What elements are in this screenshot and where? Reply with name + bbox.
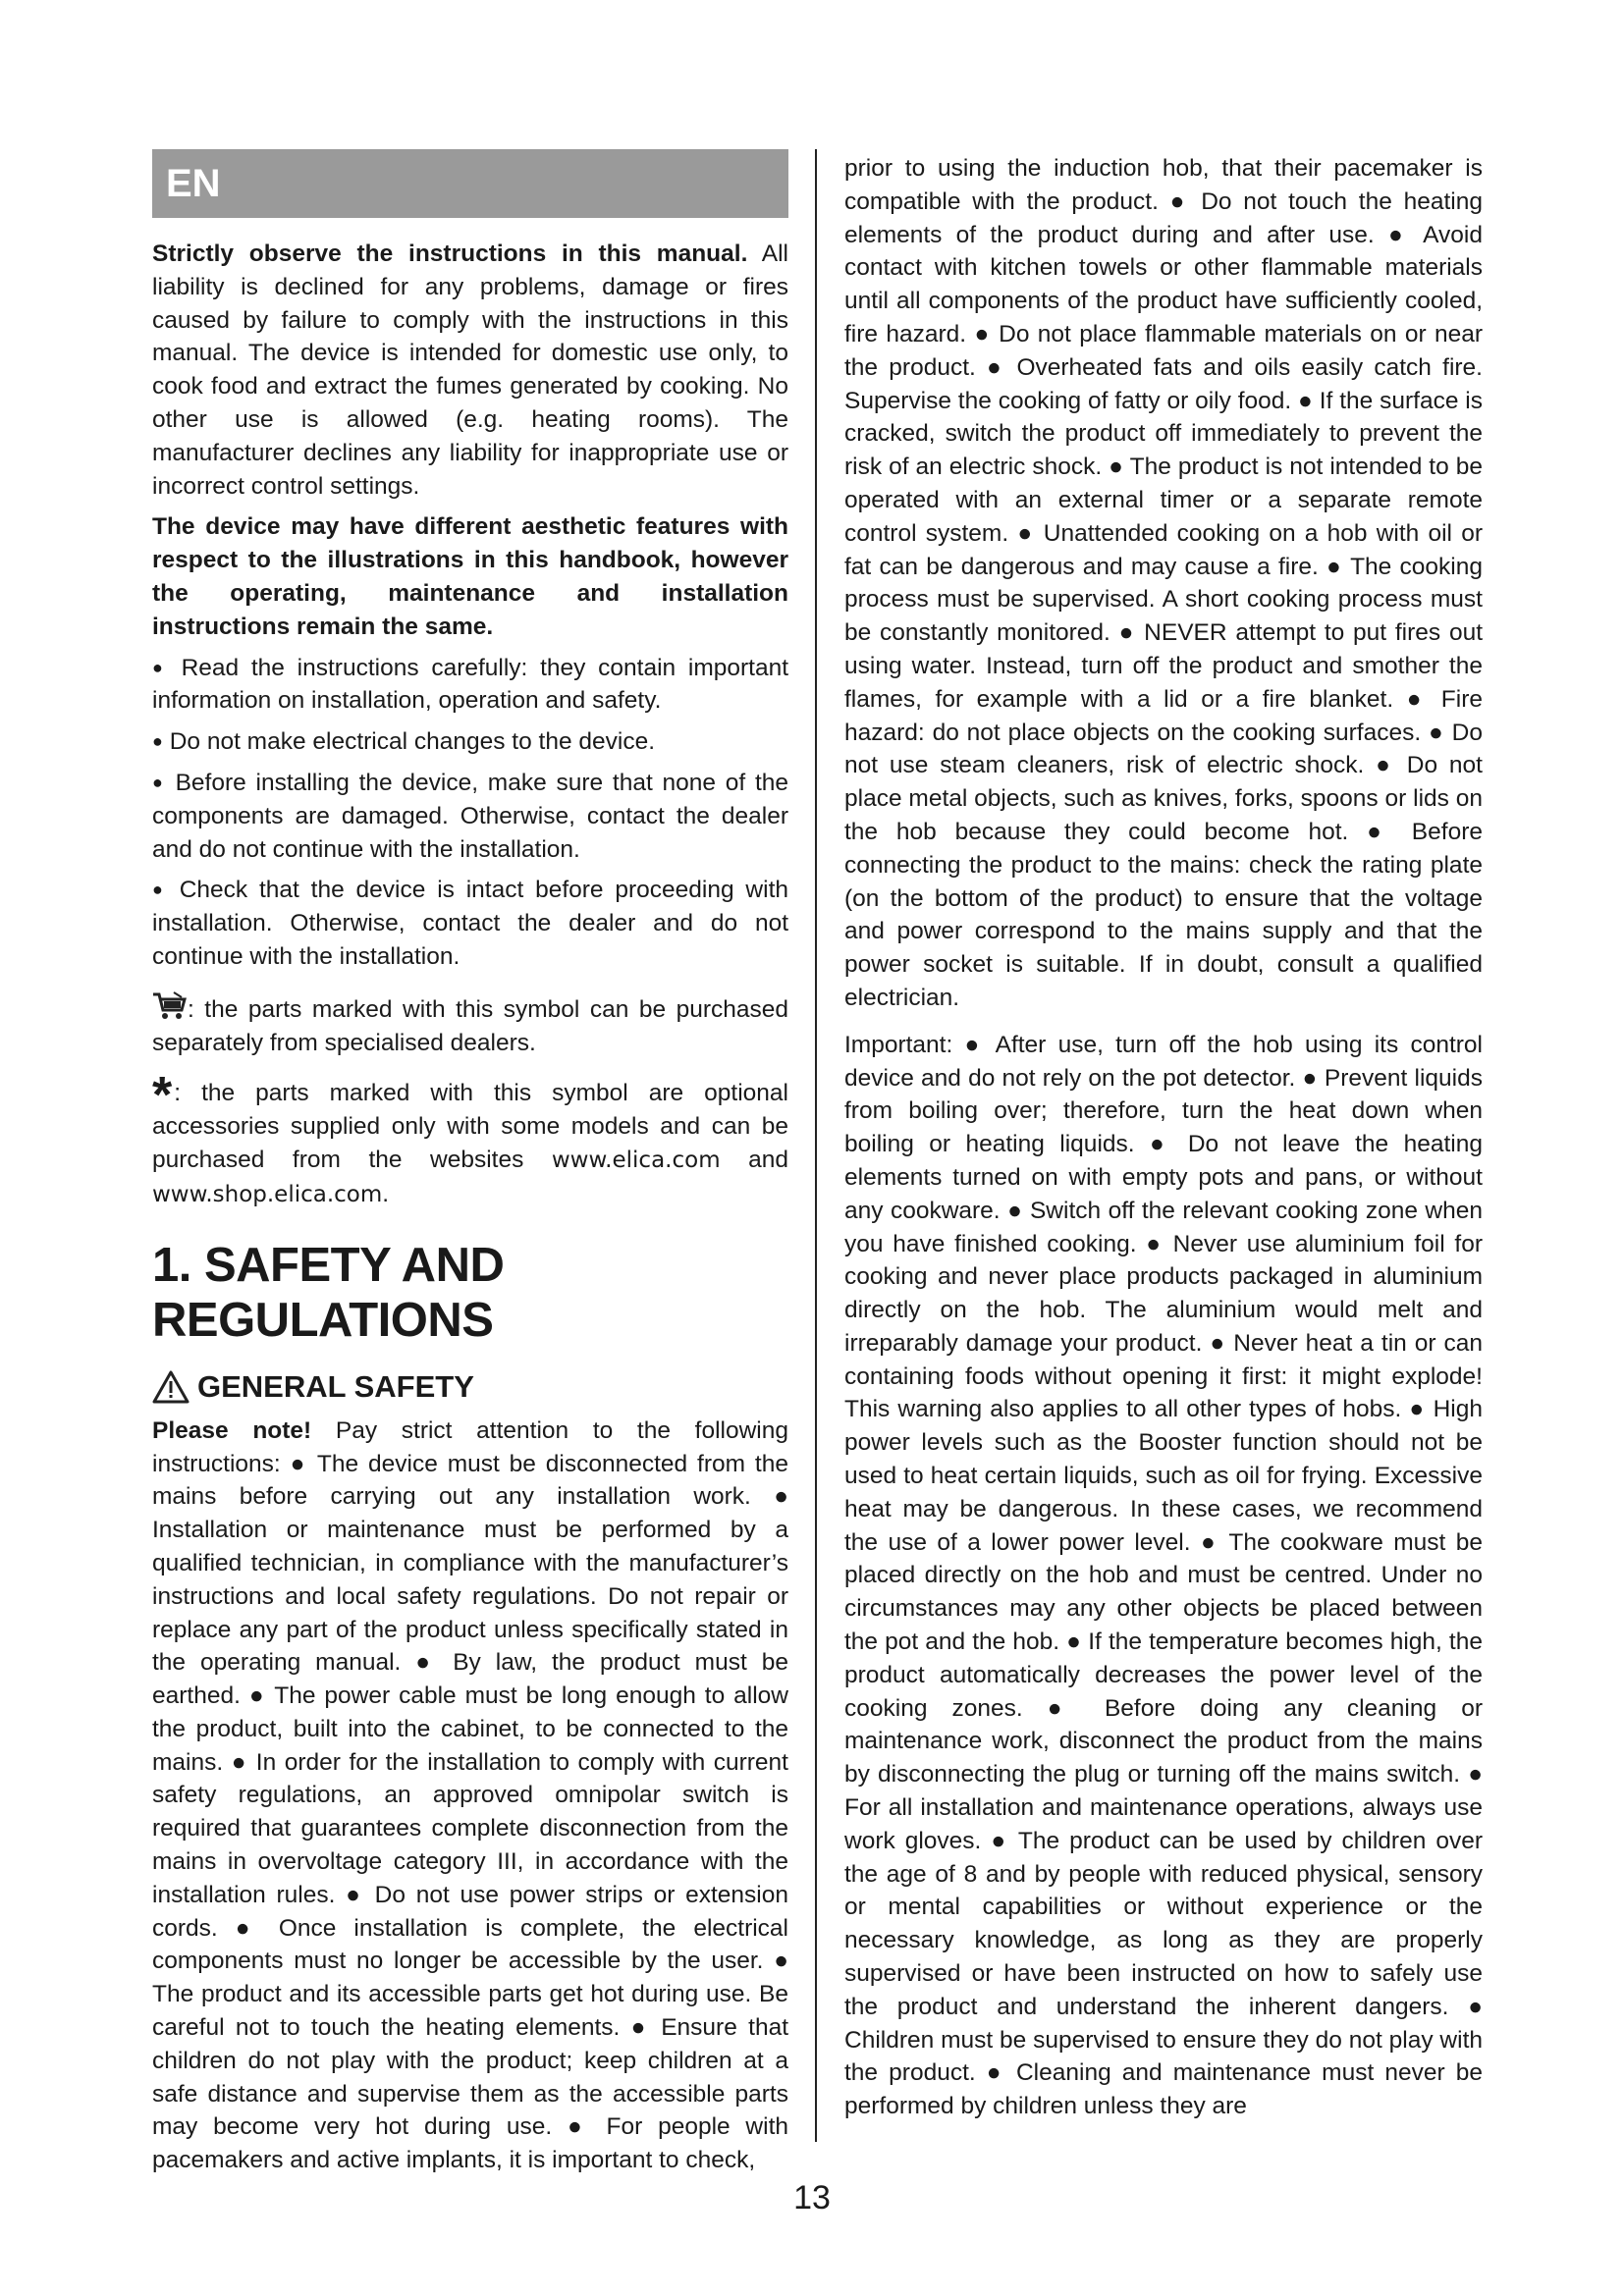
elica-link[interactable]: www.elica.com <box>551 1148 721 1174</box>
general-safety-text: Please note! Pay strict attention to the following instructions: ● The device must be disconnected from the mains before carrying out any installation work. ● Installation or maintenance must be performed by a qualified technician, in compliance with the manufacturer’s instructions and local safety regulations. Do not repair or replace any part of the product unless specifically stated in the operating manual. ● By law, the product must be earthed. ● The power cable must be long enough to allow the product, built into the cabinet, to be connected to the mains. ● In order for the installation to comply with current safety regulations, an approved omnipolar switch is required that guarantees complete disconnection from the mains in overvoltage category III, in accordance with the installation rules. ● Do not use power strips or extension cords. ● Once installation is complete, the electrical components must no longer be accessible by the user. ● The product and its accessible parts get hot during use. Be careful not to touch the heating elements. ● Ensure that children do not play with the product; keep children at a safe distance and supervise them as the accessible parts may become very hot during use. ● For people with pacemakers and active implants, it is important to check, <box>152 1416 788 2174</box>
bullet-item: ● Before installing the device, make sure that none of the components are damaged. Otherwise, contact the dealer and do not continue with the installation. <box>152 769 789 863</box>
column-divider <box>815 149 817 2142</box>
subsection-title: GENERAL SAFETY <box>152 1369 788 1405</box>
bullet-dot-icon: ● <box>152 657 169 677</box>
intro-text: All liability is declined for any problems, damage or fires caused by failure to comply with the instructions in this manual. The device is intended for domestic use only, to cook food and extract the fumes generated by cooking. No other use is allowed (e.g. heating rooms). The manufacturer declines any liability for inappropriate use or incorrect control settings. <box>152 240 788 500</box>
right-column <box>844 152 1483 2123</box>
safety-continued-paragraph: prior to using the induction hob, that their pacemaker is compatible with the product. ● Do not touch the heating elements of the product during and after use. ● Avoid contact with kitchen towels or other flammable materials until all components of the product have sufficiently cooled, fire hazard. ● Do not place flammable materials on or near the product. ● Overheated fats and oils easily catch fire. Supervise the cooking of fatty or oily food. ● If the surface is cracked, switch the product off immediately to prevent the risk of an electric shock. ● The product is not intended to be operated with an external timer or a separate remote control system. ● Unattended cooking on a hob with oil or fat can be dangerous and may cause a fire. ● The cooking process must be supervised. A short cooking process must be constantly monitored. ● NEVER attempt to put fires out using water. Instead, turn off the product and smother the flames, for example with a lid or a fire blanket. ● Fire hazard: do not place objects on the cooking surfaces. ● Do not use steam cleaners, risk of electric shock. ● Do not place metal objects, such as knives, forks, spoons or lids on the hob because they could become hot. ● Before connecting the product to the mains: check the rating plate (on the bottom of the product) to ensure that the voltage and power correspond to the mains supply and that the power socket is suitable. If in doubt, consult a qualified electrician. <box>844 155 1483 1011</box>
intro-paragraph <box>152 238 788 503</box>
language-header: EN <box>152 149 788 218</box>
section-title: 1. SAFETY AND REGULATIONS <box>152 1238 505 1347</box>
bullet-dot-icon: ● <box>152 772 166 792</box>
cart-symbol-note: : the parts marked with this symbol can be purchased separately from specialised dealers. <box>152 991 788 1060</box>
bullet-dot-icon: ● <box>152 731 163 752</box>
star-symbol-note: *: the parts marked with this symbol are optional accessories supplied only with some models and can be purchased from the websites www.elica.com and www.shop.elica.com. <box>152 1067 788 1207</box>
warning-triangle-icon <box>152 1370 189 1404</box>
aesthetic-note: The device may have different aesthetic features with respect to the illustrations in this handbook, however the operating, maintenance and installation instructions remain the same. <box>152 513 788 640</box>
bullet-item: ● Read the instructions carefully: they contain important information on installation, operation and safety. <box>152 654 789 715</box>
left-column <box>152 149 788 2177</box>
shop-elica-link[interactable]: www.shop.elica.com <box>152 1181 383 1207</box>
bullet-dot-icon: ● <box>152 880 168 900</box>
intro-bold: Strictly observe the instructions in this manual. <box>152 240 748 267</box>
note-bold: Please note! <box>152 1416 312 1444</box>
shopping-cart-icon <box>152 991 188 1021</box>
important-paragraph: Important: ● After use, turn off the hob using its control device and do not rely on the pot detector. ● Prevent liquids from boiling over; therefore, turn the heat down when boiling or heating liquids. ● Do not leave the heating elements turned on with empty pots and pans, or without any cookware. ● Switch off the relevant cooking zone when you have finished cooking. ● Never use aluminium foil for cooking and never place products packaged in aluminium directly on the hob. The aluminium would melt and irreparably damage your product. ● Never heat a tin or can containing foods without opening it first: it might explode! This warning also applies to all other types of hobs. ● High power levels such as the Booster function should not be used to heat certain liquids, such as oil for frying. Excessive heat may be dangerous. In these cases, we recommend the use of a lower power level. ● The cookware must be placed directly on the hob and must be centred. Under no circumstances may any other objects be placed between the pot and the hob. ● If the temperature becomes high, the product automatically decreases the power level of the cooking zones. ● Before doing any cleaning or maintenance work, disconnect the product from the mains by disconnecting the plug or turning off the mains switch. ● For all installation and maintenance operations, always use work gloves. ● The product can be used by children over the age of 8 and by people with reduced physical, sensory or mental capabilities or without experience or the necessary knowledge, as long as they are properly supervised or have been instructed on how to safely use the product and understand the inherent dangers. ● Children must be supervised to ensure they do not play with the product. ● Cleaning and maintenance must never be performed by children unless they are <box>844 1031 1483 2120</box>
bullet-item: ● Do not make electrical changes to the device. <box>152 728 656 756</box>
asterisk-icon: * <box>152 1067 173 1125</box>
page-number: 13 <box>793 2179 831 2216</box>
bullet-item: ● Check that the device is intact before proceeding with installation. Otherwise, contact the dealer and do not continue with the installation. <box>152 877 788 970</box>
